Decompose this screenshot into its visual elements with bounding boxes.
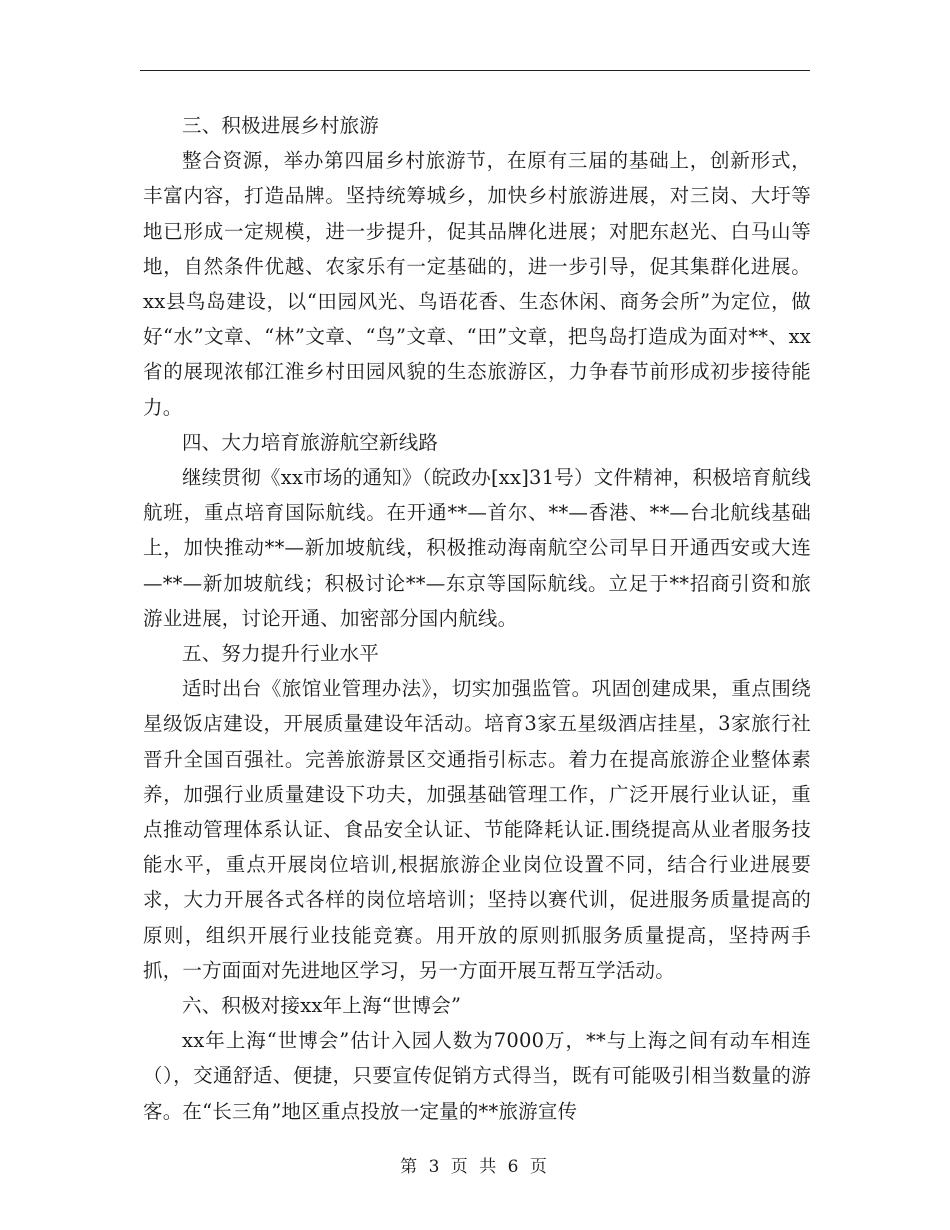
section-heading-5: 五、努力提升行业水平 — [182, 642, 380, 666]
section-heading-4: 四、大力培育旅游航空新线路 — [182, 430, 439, 454]
document-body — [143, 108, 811, 1129]
section-paragraph-4: 继续贯彻《xx市场的通知》（皖政办[xx]31号）文件精神，积极培育航线航班，重点培育国际航线。在开通**—首尔、**—香港、**—台北航线基础上，加快推动**—新加坡航线，积极推动海南航空公司早日开通西安或大连—**—新加坡航线；积极讨论**—东京等国际航线。立足于**招商引资和旅游业进展，讨论开通、加密部分国内航线。 — [143, 466, 811, 630]
page-number-footer: 第 3 页 共 6 页 — [400, 1157, 550, 1177]
section-paragraph-6: xx年上海“世博会”估计入园人数为7000万，**与上海之间有动车相连（），交通舒适、便捷，只要宣传促销方式得当，既有可能吸引相当数量的游客。在“长三角”地区重点投放一定量的**旅游宣传 — [143, 1029, 811, 1123]
header-rule — [140, 70, 810, 71]
section-heading-3: 三、积极进展乡村旅游 — [182, 114, 380, 137]
section-paragraph-3: 整合资源，举办第四届乡村旅游节，在原有三届的基础上，创新形式，丰富内容，打造品牌。坚持统筹城乡，加快乡村旅游进展，对三岗、大圩等地已形成一定规模，进一步提升，促其品牌化进展；对肥东赵光、白马山等地，自然条件优越、农家乐有一定基础的，进一步引导，促其集群化进展。xx县鸟岛建设，以“田园风光、鸟语花香、生态休闲、商务会所”为定位，做好“水”文章、“林”文章、“鸟”文章、“田”文章，把鸟岛打造成为面对**、xx省的展现浓郁江淮乡村田园风貌的生态旅游区，力争春节前形成初步接待能力。 — [143, 149, 812, 419]
section-heading-6: 六、积极对接xx年上海“世博会” — [182, 994, 462, 1018]
section-paragraph-5: 适时出台《旅馆业管理办法》，切实加强监管。巩固创建成果，重点围绕星级饭店建设，开展质量建设年活动。培育3家五星级酒店挂星，3家旅行社晋升全国百强社。完善旅游景区交通指引标志。着力在提高旅游企业整体素养，加强行业质量建设下功夫，加强基础管理工作，广泛开展行业认证，重点推动管理体系认证、食品安全认证、节能降耗认证.围绕提高从业者服务技能水平，重点开展岗位培训,根据旅游企业岗位设置不同，结合行业进展要求，大力开展各式各样的岗位培培训；坚持以赛代训，促进服务质量提高的原则，组织开展行业技能竞赛。用开放的原则抓服务质量提高，坚持两手抓，一方面面对先进地区学习，另一方面开展互帮互学活动。 — [143, 677, 811, 982]
